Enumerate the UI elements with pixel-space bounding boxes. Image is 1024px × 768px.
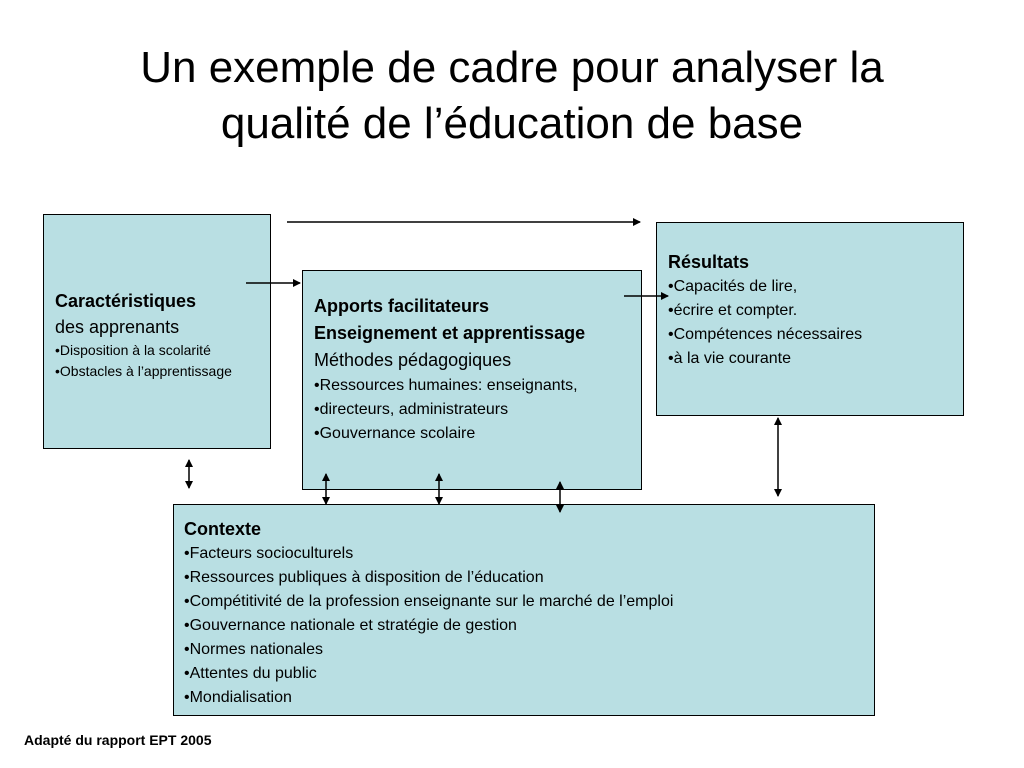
inputs-item: •Ressources humaines: enseignants, bbox=[314, 377, 578, 394]
results-item: •Capacités de lire, bbox=[668, 278, 798, 295]
inputs-item: •Gouvernance scolaire bbox=[314, 425, 476, 442]
results-item: •à la vie courante bbox=[668, 350, 792, 367]
context-item: •Compétitivité de la profession enseignante sur le marché de l’emploi bbox=[184, 593, 674, 610]
context-heading: Contexte bbox=[184, 519, 262, 539]
context-item: •Attentes du public bbox=[184, 665, 317, 682]
context-item: •Mondialisation bbox=[184, 689, 292, 706]
characteristics-item: •Disposition à la scolarité bbox=[55, 342, 211, 358]
source-note: Adapté du rapport EPT 2005 bbox=[24, 732, 212, 748]
results-heading: Résultats bbox=[668, 252, 750, 272]
inputs-item: •directeurs, administrateurs bbox=[314, 401, 509, 418]
results-item: •écrire et compter. bbox=[668, 302, 798, 319]
title-line-1: Un exemple de cadre pour analyser la bbox=[140, 43, 884, 92]
characteristics-subheading: des apprenants bbox=[55, 317, 180, 337]
characteristics-heading: Caractéristiques bbox=[55, 291, 197, 311]
context-item: •Ressources publiques à disposition de l’éducation bbox=[184, 569, 544, 586]
results-item: •Compétences nécessaires bbox=[668, 326, 863, 343]
title-line-2: qualité de l’éducation de base bbox=[220, 99, 804, 148]
characteristics-item: •Obstacles à l’apprentissage bbox=[55, 363, 232, 379]
context-item: •Facteurs socioculturels bbox=[184, 545, 354, 562]
inputs-heading-2: Enseignement et apprentissage bbox=[314, 323, 586, 343]
context-item: •Gouvernance nationale et stratégie de gestion bbox=[184, 617, 517, 634]
context-item: •Normes nationales bbox=[184, 641, 323, 658]
inputs-subheading: Méthodes pédagogiques bbox=[314, 350, 512, 370]
inputs-heading-1: Apports facilitateurs bbox=[314, 296, 490, 316]
